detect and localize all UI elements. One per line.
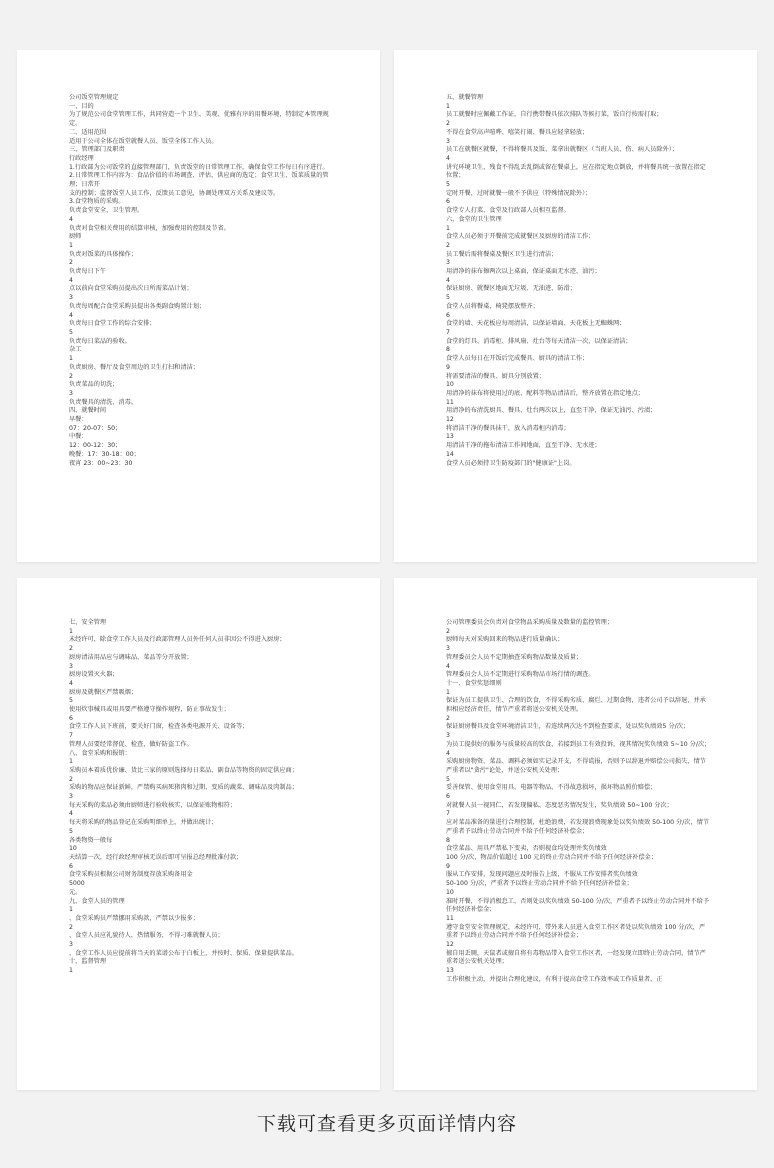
text-line: 4 bbox=[69, 276, 73, 284]
text-line: 4 bbox=[69, 311, 73, 319]
text-line: 应对菜品准备的量进行合理控制，杜绝浪费，若发现浪费现象处以奖负绩效 50-100 分/次，情节严重者予以终止劳动合同并不给予任何经济补偿金； bbox=[446, 819, 710, 835]
text-line: 5 bbox=[69, 697, 73, 705]
page-content bbox=[69, 619, 334, 976]
text-line: 5 bbox=[69, 827, 73, 835]
page-content bbox=[446, 619, 711, 985]
text-line: 每天采购的菜品必须由厨师进行验收核实，以保证账物相符； bbox=[69, 801, 237, 809]
text-line: 5 bbox=[446, 181, 450, 189]
text-line: 采购的物品应保证新鲜，严禁购买病死猪肉和过期、变质的蔬菜、调味品及肉制品； bbox=[69, 784, 298, 792]
text-line: 1 bbox=[69, 355, 73, 363]
text-line: 厨师 bbox=[69, 233, 82, 241]
document-page-2 bbox=[394, 50, 757, 562]
text-line: 一、目的 bbox=[69, 102, 94, 110]
text-line: 2 bbox=[69, 645, 73, 653]
text-line: 将需要清洁的餐具、厨具分别放置； bbox=[446, 372, 545, 380]
text-line: 5 bbox=[446, 775, 450, 783]
text-line: 10 bbox=[446, 888, 454, 896]
text-line: 保证厨房餐具及食堂环境清洁卫生，若连续两次达不到检查要求，处以奖负绩效5 分/次； bbox=[446, 723, 690, 731]
text-line: 负责菜品的切洗； bbox=[69, 381, 119, 389]
text-line: 对就餐人员一视同仁，若发现偏私、态度恶劣情况发生，奖负绩效 50~100 分次； bbox=[446, 801, 673, 809]
text-line: 支的控制；监督饭堂人员工作，反馈员工意见，协调处理双方关系及建议等。 bbox=[69, 189, 280, 197]
text-line: 管理委员会人员不定期进行采购物品市场行情的调查。 bbox=[446, 671, 595, 679]
text-line: 厨房及就餐区严禁吸烟； bbox=[69, 688, 138, 696]
text-line: 九、食堂人员的管理 bbox=[69, 897, 125, 905]
text-line: 2 bbox=[69, 372, 73, 380]
text-line: 使用炊事械具或用具要严格遵守操作规程，防止事故发生； bbox=[69, 706, 230, 714]
text-line: 行政经理 bbox=[69, 154, 94, 162]
text-line: 12 bbox=[446, 941, 454, 949]
text-line: 10 bbox=[446, 381, 454, 389]
text-line: 食堂工作人员下班前，要关好门窗，检查各类电源开关、设备等； bbox=[69, 723, 249, 731]
text-line: 公司饭堂管理规定 bbox=[69, 94, 119, 101]
text-line: 适用于公司全体在饭堂就餐人员、饭堂全体工作人员。 bbox=[69, 137, 218, 145]
text-line: 负责对食堂相关费用的结算审核，加强费用的控制及节省。 bbox=[69, 224, 230, 232]
text-line: 未经许可，除食堂工作人员及行政部管理人员外任何人员非因公不得进入厨房； bbox=[69, 636, 286, 644]
text-line: 2.日常管理工作内容为：食品价值的市场调查、评估、供应商的选定；食堂卫生、饭菜质量的管理；日常开 bbox=[69, 172, 329, 189]
text-line: 14 bbox=[446, 450, 454, 458]
text-line: 用清净的抹布将使用过的底、配料等物品清洁后，整齐放置在指定地点； bbox=[446, 389, 644, 397]
text-line: 5000 bbox=[69, 880, 85, 888]
text-line: 不得在食堂高声喧哗、嘻笑打闹、餐具应轻拿轻放； bbox=[446, 128, 589, 136]
text-line: 8 bbox=[446, 346, 450, 354]
text-line: 5 bbox=[446, 294, 450, 302]
text-line: 负责对饭菜的具体操作； bbox=[69, 250, 138, 258]
text-line: 1 bbox=[69, 241, 73, 249]
text-line: 用清净的布清洗厨具、餐具、灶台两次以上，直至干净，保证无油污、污渍； bbox=[446, 407, 657, 415]
text-line: 4 bbox=[446, 154, 450, 162]
text-line: 3 bbox=[69, 294, 73, 302]
text-line: 6 bbox=[446, 198, 450, 206]
text-line: 负责每日菜品的验收。 bbox=[69, 337, 131, 345]
text-line: 7 bbox=[446, 328, 450, 336]
text-line: 3 bbox=[446, 137, 450, 145]
text-line: 13 bbox=[446, 433, 454, 441]
text-line: 夜宵 23：00~23：30 bbox=[69, 459, 133, 467]
text-line: 用清净的抹布擦两次以上桌面，保证桌面无水迹、油污； bbox=[446, 268, 601, 276]
text-line: 6 bbox=[69, 862, 73, 870]
text-line: 1 bbox=[69, 906, 73, 914]
text-line: 二、适用范围 bbox=[69, 128, 107, 136]
text-line: 3 bbox=[446, 259, 450, 267]
text-line: 1 bbox=[69, 627, 73, 635]
document-page-1 bbox=[17, 50, 380, 562]
text-line: 讲究环境卫生，残食不得乱丢乱倒或留在餐桌上，应在指定地点倒放，并将餐具统一放置在指定位置； bbox=[446, 163, 706, 180]
text-line: 食堂菜品、用具严禁私下变卖，否则视食均处理并奖负绩效 bbox=[446, 845, 607, 853]
text-line: 负责厨房、餐厅及食堂周边的卫生打扫和清洁； bbox=[69, 363, 199, 371]
text-line: 中餐： bbox=[69, 433, 88, 441]
text-line: 采购员本着质优价廉、货比三家的原则选择每日菜品、副食品等物资的固定供应商； bbox=[69, 766, 298, 774]
text-line: 6 bbox=[69, 714, 73, 722]
text-line: 6 bbox=[446, 793, 450, 801]
text-line: 食堂人员将餐桌、椅凳摆放整齐； bbox=[446, 302, 539, 310]
text-line: 、食堂采购员严禁挪用采购款，严禁以少报多； bbox=[69, 914, 199, 922]
text-line: 7 bbox=[69, 732, 73, 740]
text-line: 服从工作安排，发现问题应及时报告上级，不服从工作安排者奖负绩效 bbox=[446, 871, 638, 879]
text-line: 元。 bbox=[69, 888, 82, 896]
download-more-prompt[interactable]: 下载可查看更多页面详情内容 bbox=[256, 1113, 517, 1135]
text-line: 、食堂工作人员应提前将当天的菜谱公布于白板上，并按时、保质、保量提供菜品。 bbox=[69, 949, 298, 957]
text-line: 、食堂人员应礼貌待人，热情服务，不得刁难就餐人员； bbox=[69, 932, 224, 940]
text-line: 将清洁干净的餐具抹干，放入消毒柜内消毒； bbox=[446, 424, 570, 432]
text-line: 100 分/次，物品价值超过 100 元的终止劳动合同并不给予任何经济补偿金； bbox=[446, 853, 658, 861]
text-line: 3 bbox=[446, 645, 450, 653]
text-line: 3 bbox=[69, 662, 73, 670]
document-page-4 bbox=[394, 578, 757, 1090]
text-line: 公司管理委员会负责对食堂物品采购质量及数量的监控管理； bbox=[446, 619, 614, 626]
text-line: 1 bbox=[446, 102, 450, 110]
text-line: 2 bbox=[446, 627, 450, 635]
text-line: 食堂采购员根据公司财务制度存放采购备用金 bbox=[69, 871, 193, 879]
text-line: 1 bbox=[446, 688, 450, 696]
text-line: 管理人员要经常督促、检查，做好防盗工作。 bbox=[69, 740, 193, 748]
text-line: 四、就餐时间 bbox=[69, 407, 107, 415]
text-line: 07：20-07：50； bbox=[69, 424, 122, 432]
text-line: 9 bbox=[446, 862, 450, 870]
text-line: 定时开餐，过时就餐一般不予供应（特殊情况除外）； bbox=[446, 189, 592, 197]
text-line: 采购厨房物资、菜品、调料必须如实记录开支，不得谎报，否则予以辞退并赔偿公司损失，情节严重者以"贪污"论处，并送公安机关处理； bbox=[446, 758, 706, 774]
text-line: 食堂的墙、天花板应每周清洁，以保证墙面、天花板上无蜘蛛网； bbox=[446, 320, 626, 328]
text-line: 3 bbox=[69, 793, 73, 801]
text-line: 7 bbox=[446, 810, 450, 818]
text-line: 十、监督管理 bbox=[69, 958, 107, 966]
text-line: 为员工提供好的服务与质量较高的饮食，若接到员工有效投诉，视其情况奖负绩效 5~10 分/次； bbox=[446, 740, 711, 748]
text-line: 1 bbox=[69, 967, 73, 975]
text-line: 员工餐后需将餐桌及餐区卫生进行清洁； bbox=[446, 250, 558, 258]
text-line: 50-100 分/次，严重者予以终止劳动合同并不给予任何经济补偿金； bbox=[446, 880, 633, 888]
text-line: 11 bbox=[446, 398, 454, 406]
text-line: 4 bbox=[69, 679, 73, 687]
text-line: 食堂人员必须于开餐前完成就餐区及厨房的清洁工作； bbox=[446, 233, 595, 241]
text-line: 点以前向食堂采购员提出次日所需菜品计划； bbox=[69, 285, 193, 293]
text-line: 4 bbox=[446, 662, 450, 670]
text-line: 4 bbox=[446, 276, 450, 284]
text-line: 各类物资一般每 bbox=[69, 836, 113, 844]
text-line: 3.食堂物质的采购。 bbox=[69, 198, 125, 206]
text-line: 1.行政部为公司饭堂的直接管理部门，负责饭堂的日常管理工作，确保食堂工作每日有序进行。 bbox=[69, 163, 329, 171]
text-line: 为了规范公司食堂管理工作，共同营造一个卫生、美观、优雅有序的用餐环境，特制定本管理规定。 bbox=[69, 111, 329, 128]
text-line: 妥善保管、使用食堂用具、电器等物品，不得故意损坏，损坏物品照价赔偿； bbox=[446, 784, 657, 792]
text-line: 食堂人员必须持卫生防疫部门的"健康证"上岗。 bbox=[446, 459, 576, 467]
text-line: 2 bbox=[69, 259, 73, 267]
text-line: 遵守食堂安全管理规定，未经许可，带外来人员进入食堂工作区者处以奖负绩效 100 分/次，严重者予以终止劳动合同并不给予任何经济补偿金； bbox=[446, 923, 706, 940]
text-line: 食堂的灯具、消毒柜、排风扇、灶台等每天清洁一次，以保证清洁； bbox=[446, 337, 632, 345]
text-line: 6 bbox=[446, 311, 450, 319]
text-line: 2 bbox=[69, 775, 73, 783]
text-line: 晚餐：17：30-18：00； bbox=[69, 450, 140, 458]
text-line: 擅自用丢厕，天鼠者或擅自将有毒物品带入食堂工作区者，一经发现立即终止劳动合同，情节严重者送公安机关处理； bbox=[446, 949, 706, 966]
text-line: 食堂人员每日在开饭后完成餐具、厨具的清洁工作； bbox=[446, 355, 589, 363]
text-line: 11 bbox=[446, 914, 454, 922]
text-line: 十一、食堂奖惩细则 bbox=[446, 679, 502, 687]
page-content bbox=[69, 94, 334, 468]
text-line: 准时开餐，不得消极怠工，否则处以奖负绩效 50-100 分/次，严重者予以终止劳动合同并不给予任何经济补偿金； bbox=[446, 897, 710, 914]
text-line: 9 bbox=[446, 363, 450, 371]
text-line: 每天将采购的物品登记在采购明细单上，并做出统计； bbox=[69, 819, 218, 827]
text-line: 13 bbox=[446, 967, 454, 975]
text-line: 2 bbox=[446, 714, 450, 722]
text-line: 员工就餐时应佩戴工作证，自行携带餐具依次排队等候打菜，饭自行按需打取； bbox=[446, 111, 663, 119]
text-line: 厨房清洁用品应与调味品、菜品等分开放置； bbox=[69, 653, 193, 661]
text-line: 员工在就餐区就餐，不得将餐具及饭、菜拿出就餐区（当班人员、伤、病人员除外）； bbox=[446, 146, 679, 154]
text-line: 负责食堂安全，卫生管理。 bbox=[69, 207, 144, 215]
text-line: 4 bbox=[446, 749, 450, 757]
text-line: 3 bbox=[69, 941, 73, 949]
text-line: 七、安全管理 bbox=[69, 619, 107, 626]
text-line: 杂工 bbox=[69, 346, 82, 354]
text-line: 厨房设置灭火器； bbox=[69, 671, 119, 679]
text-line: 12：00-12：30； bbox=[69, 442, 122, 450]
text-line: 2 bbox=[69, 923, 73, 931]
text-line: 5 bbox=[69, 328, 73, 336]
text-line: 8 bbox=[446, 836, 450, 844]
text-line: 五、就餐管理 bbox=[446, 94, 484, 101]
text-line: 管理委员会人员不定期抽查采购物品数量及质量； bbox=[446, 653, 583, 661]
text-line: 八、食堂采购和报销： bbox=[69, 749, 131, 757]
text-line: 1 bbox=[69, 758, 73, 766]
text-line: 负责每周配合食堂采购员提出各类副食购置计划； bbox=[69, 302, 206, 310]
text-line: 10 bbox=[69, 845, 77, 853]
text-line: 天结算一次，经行政经理审核无误后即可呈报总经理批准付款； bbox=[69, 853, 243, 861]
text-line: 负责餐具的清洗、消毒。 bbox=[69, 398, 138, 406]
text-line: 4 bbox=[69, 215, 73, 223]
text-line: 厨师每天对采购回来的物品进行质量确认； bbox=[446, 636, 564, 644]
text-line: 2 bbox=[446, 241, 450, 249]
text-line: 三、管理部门及职责 bbox=[69, 146, 125, 154]
document-page-3 bbox=[17, 578, 380, 1090]
text-line: 2 bbox=[446, 120, 450, 128]
text-line: 用清洁干净的拖布清洁工作间地面，直至干净、无水迹； bbox=[446, 442, 601, 450]
page-content bbox=[446, 94, 711, 468]
text-line: 保证为员工提供卫生、合理的饮食，不得采购劣质、腐烂、过期食物，违者公司予以辞退，并承担相应经济责任，情节严重者将送公安机关处理。 bbox=[446, 697, 706, 714]
text-line: 4 bbox=[69, 810, 73, 818]
text-line: 早餐： bbox=[69, 416, 88, 424]
text-line: 1 bbox=[446, 224, 450, 232]
text-line: 12 bbox=[446, 416, 454, 424]
text-line: 六、食堂的卫生管理 bbox=[446, 215, 502, 223]
text-line: 食堂专人打菜，食堂及行政部人员相互监督。 bbox=[446, 207, 570, 215]
text-line: 3 bbox=[69, 389, 73, 397]
text-line: 工作积极主动，并提出合理化建议，有利于提高食堂工作效率或工作质量者，正 bbox=[446, 975, 663, 983]
text-line: 负责每日下午 bbox=[69, 268, 107, 276]
text-line: 3 bbox=[446, 732, 450, 740]
text-line: 保证厨房、就餐区地面无垃圾、无油迹、防滑； bbox=[446, 285, 576, 293]
text-line: 负责每日食堂工作的综合安排； bbox=[69, 320, 156, 328]
